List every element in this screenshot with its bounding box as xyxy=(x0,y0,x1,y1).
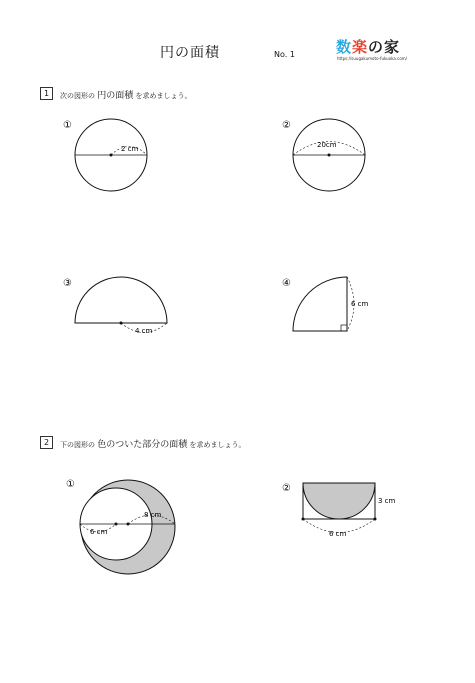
logo-part-1: 数 xyxy=(336,38,353,56)
s1-p4-label: ④ xyxy=(282,278,291,289)
s1-p4-quarter-circle-figure xyxy=(293,277,354,331)
s1-p3-dimension: 4 cm xyxy=(135,327,153,335)
section-1-suffix: を求めましょう。 xyxy=(135,92,192,100)
s1-p3-label: ③ xyxy=(63,278,72,289)
section-1-prefix: 次の図形の xyxy=(60,92,95,100)
s2-p1-large-dimension: 8 cm xyxy=(144,511,162,519)
site-url: https://suugakumoto-fukuoka.com/ xyxy=(336,56,408,61)
s2-p1-small-dimension: 6 cm xyxy=(90,528,108,536)
logo-part-2: 楽 xyxy=(352,38,369,56)
section-1-number: 1 xyxy=(40,87,53,100)
s1-p1-dimension: 2 cm xyxy=(121,145,139,153)
s1-p1-circle-figure xyxy=(75,119,147,191)
s1-p2-circle-figure xyxy=(293,119,365,191)
s2-p2-label: ② xyxy=(282,483,291,494)
s1-p3-semicircle-figure xyxy=(75,277,167,332)
s2-p2-height-dimension: 3 cm xyxy=(378,497,396,505)
s1-p4-dimension: 6 cm xyxy=(351,300,369,308)
section-2-number: 2 xyxy=(40,436,53,449)
s2-p1-shaded-circles-figure xyxy=(80,480,175,574)
section-2-emphasis: 色のついた部分の面積 xyxy=(97,440,188,450)
s1-p2-dimension: 20cm xyxy=(317,141,337,149)
s2-p1-label: ① xyxy=(66,479,75,490)
s1-p1-label: ① xyxy=(63,120,72,131)
section-2-suffix: を求めましょう。 xyxy=(189,441,246,449)
logo-part-3: の家 xyxy=(368,38,401,56)
s2-p2-shaded-rectangle-figure xyxy=(302,483,377,533)
section-1-emphasis: 円の面積 xyxy=(97,91,134,101)
page-title: 円の面積 xyxy=(160,45,220,61)
s2-p2-width-dimension: 6 cm xyxy=(329,530,347,538)
sheet-number: No. 1 xyxy=(274,50,295,59)
s1-p2-label: ② xyxy=(282,120,291,131)
section-2-prefix: 下の図形の xyxy=(60,441,95,449)
